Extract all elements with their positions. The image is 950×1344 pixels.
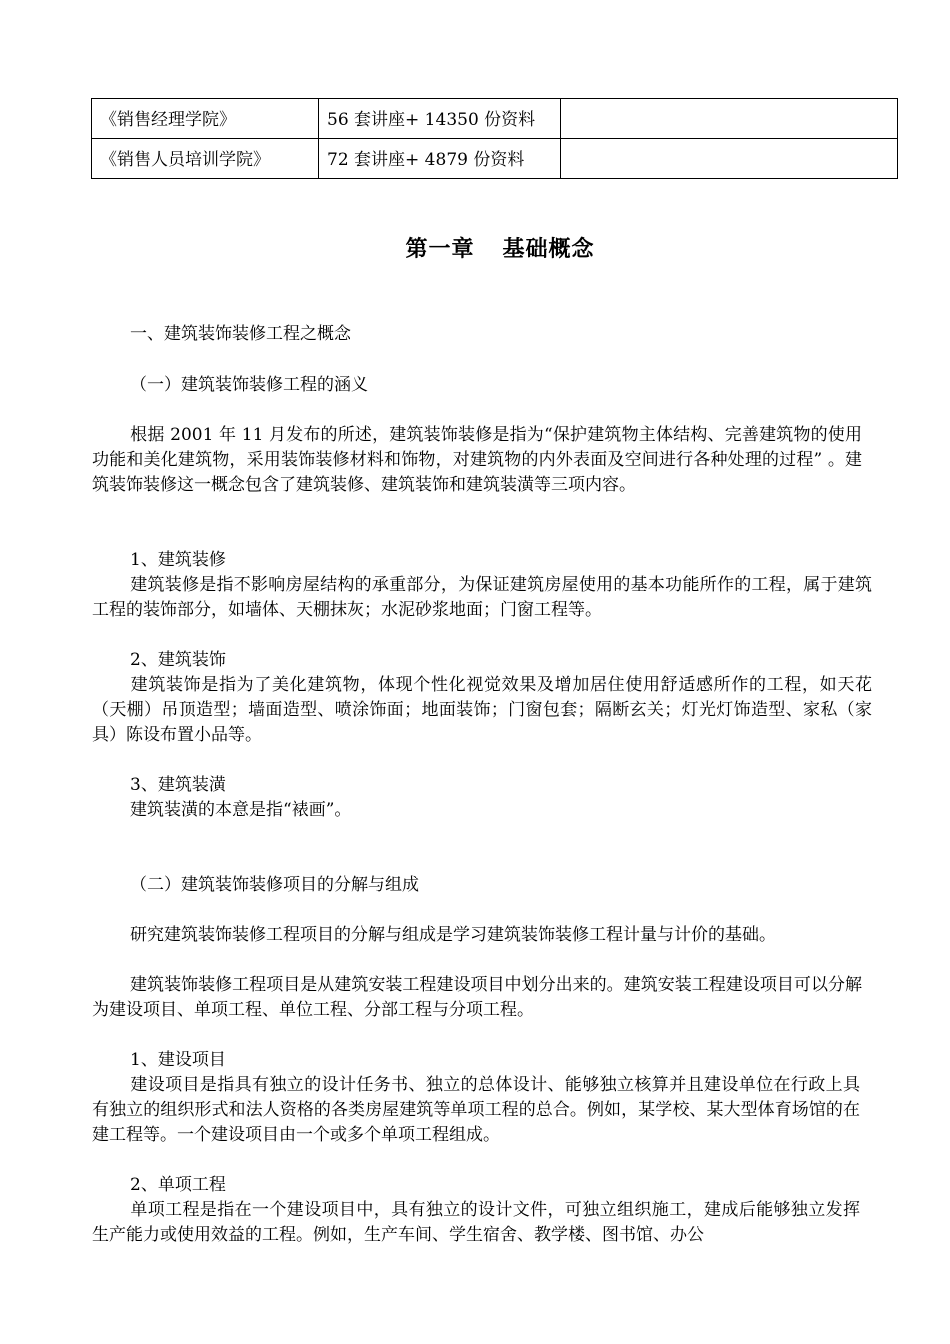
paragraph: 建筑装潢的本意是指“裱画”。: [130, 800, 352, 820]
item-title: 1、建筑装修: [130, 550, 226, 570]
item-title: 3、建筑装潢: [130, 775, 226, 795]
table-cell: [561, 139, 898, 179]
item-title: 2、单项工程: [130, 1175, 226, 1195]
paragraph: 建筑装饰是指为了美化建筑物，体现个性化视觉效果及增加居住使用舒适感所作的工程，如天花（天棚）吊顶造型；墙面造型、喷涂饰面；地面装饰；门窗包套；隔断玄关；灯光灯饰造型、家私（家具）陈设布置小品等。: [92, 675, 872, 745]
subsection-heading: （二）建筑装饰装修项目的分解与组成: [130, 875, 419, 895]
paragraph: 建设项目是指具有独立的设计任务书、独立的总体设计、能够独立核算并且建设单位在行政上具有独立的组织形式和法人资格的各类房屋建筑等单项工程的总合。例如，某学校、某大型体育场馆的在建工程等。一个建设项目由一个或多个单项工程组成。: [92, 1075, 860, 1145]
paragraph: 建筑装饰装修工程项目是从建筑安装工程建设项目中划分出来的。建筑安装工程建设项目可以分解为建设项目、单项工程、单位工程、分部工程与分项工程。: [92, 975, 862, 1020]
table-cell: 《销售人员培训学院》: [92, 139, 319, 179]
table-row: [92, 139, 898, 179]
section-heading: 一、建筑装饰装修工程之概念: [130, 324, 351, 344]
table-row: [92, 99, 898, 139]
table-cell: 《销售经理学院》: [92, 99, 319, 139]
paragraph: 单项工程是指在一个建设项目中，具有独立的设计文件，可独立组织施工，建成后能够独立发挥生产能力或使用效益的工程。例如，生产车间、学生宿舍、教学楼、图书馆、办公: [92, 1200, 860, 1245]
table-cell: [561, 99, 898, 139]
chapter-label: 第一章: [405, 237, 475, 262]
table-cell: 56 套讲座+ 14350 份资料: [319, 99, 561, 139]
paragraph: 根据 2001 年 11 月发布的所述，建筑装饰装修是指为“保护建筑物主体结构、完善建筑物的使用功能和美化建筑物，采用装饰装修材料和饰物，对建筑物的内外表面及空间进行各种处理的过程” 。建筑装饰装修这一概念包含了建筑装修、建筑装饰和建筑装潢等三项内容。: [92, 425, 862, 495]
table-cell: 72 套讲座+ 4879 份资料: [319, 139, 561, 179]
chapter-title: [0, 232, 950, 263]
paragraph: 研究建筑装饰装修工程项目的分解与组成是学习建筑装饰装修工程计量与计价的基础。: [130, 925, 776, 945]
resource-table: [91, 98, 898, 179]
chapter-name: 基础概念: [502, 237, 595, 262]
item-title: 1、建设项目: [130, 1050, 226, 1070]
paragraph: 建筑装修是指不影响房屋结构的承重部分，为保证建筑房屋使用的基本功能所作的工程，属于建筑工程的装饰部分，如墙体、天棚抹灰；水泥砂浆地面；门窗工程等。: [92, 575, 872, 620]
subsection-heading: （一）建筑装饰装修工程的涵义: [130, 375, 368, 395]
item-title: 2、建筑装饰: [130, 650, 226, 670]
